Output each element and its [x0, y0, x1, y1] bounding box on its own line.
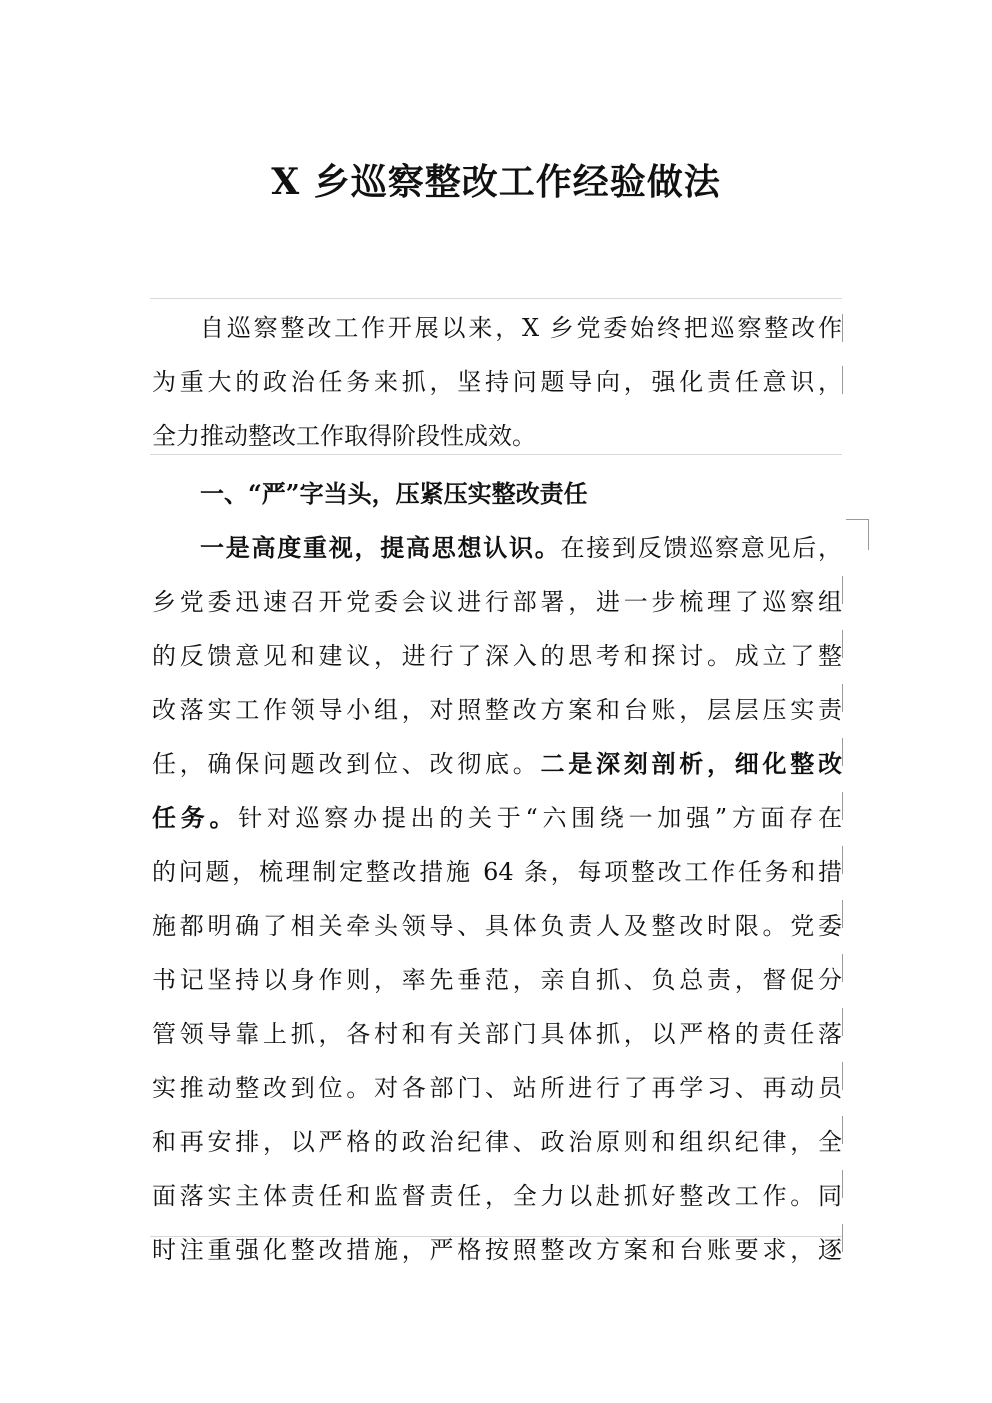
- document-title: X 乡巡察整改工作经验做法: [271, 161, 721, 203]
- body-line-1: 乡党委迅速召开党委会议进行部署，进一步梳理了巡察组: [152, 588, 842, 616]
- margin-tick-mark: [842, 684, 843, 712]
- point1-line: [152, 528, 842, 582]
- margin-tick-mark: [842, 954, 843, 982]
- margin-tick-mark: [842, 1224, 843, 1252]
- body-line-2: 的反馈意见和建议，进行了深入的思考和探讨。成立了整: [152, 642, 842, 670]
- margin-corner-mark: [846, 519, 869, 550]
- margin-tick-mark: [842, 1170, 843, 1198]
- body-line-7: 施都明确了相关牵头领导、具体负责人及整改时限。党委: [152, 912, 842, 940]
- margin-tick-mark: [842, 1116, 843, 1144]
- body-line-9: 管领导靠上抓，各村和有关部门具体抓，以严格的责任落: [152, 1020, 842, 1048]
- intro-line-3: 全力推动整改工作取得阶段性成效。: [152, 422, 536, 450]
- point2-rest: 针对巡察办提出的关于“六围绕一加强”方面存在: [238, 804, 842, 832]
- margin-tick-mark: [842, 314, 843, 342]
- point1-rest: 在接到反馈巡察意见后，: [560, 534, 842, 562]
- margin-tick-mark: [842, 900, 843, 928]
- body-line-4-text: 任，确保问题改到位、改彻底。: [152, 750, 541, 778]
- body-line-13: 时注重强化整改措施，严格按照整改方案和台账要求，逐: [152, 1236, 842, 1264]
- body-line-10: 实推动整改到位。对各部门、站所进行了再学习、再动员: [152, 1074, 842, 1102]
- margin-tick-mark: [842, 846, 843, 874]
- point2-bold-label-a: 二是深刻剖析，细化整改: [540, 749, 842, 778]
- body-line-8: 书记坚持以身作则，率先垂范，亲自抓、负总责，督促分: [152, 966, 842, 994]
- margin-tick-mark: [842, 1008, 843, 1036]
- body-line-11: 和再安排，以严格的政治纪律、政治原则和组织纪律，全: [152, 1128, 842, 1156]
- section-heading: [152, 474, 842, 528]
- point1-bold-label: 一是高度重视，提高思想认识。: [200, 533, 561, 562]
- point2-line: [152, 798, 842, 852]
- margin-tick-mark: [842, 792, 843, 820]
- document-body: [152, 308, 842, 1284]
- body-line-6: 的问题，梳理制定整改措施 64 条，每项整改工作任务和措: [152, 858, 842, 886]
- body-line-4: [152, 744, 842, 798]
- margin-tick-mark: [842, 576, 843, 604]
- section-heading-text: 一、“严”字当头，压紧压实整改责任: [200, 479, 588, 508]
- margin-tick-mark: [842, 630, 843, 658]
- body-line-3: 改落实工作领导小组，对照整改方案和台账，层层压实责: [152, 696, 842, 724]
- margin-tick-mark: [842, 1062, 843, 1090]
- point2-bold-label-b: 任务。: [152, 803, 239, 832]
- intro-line-2: 为重大的政治任务来抓，坚持问题导向，强化责任意识，: [152, 368, 842, 396]
- frame-top-rule: [150, 298, 842, 299]
- body-line-12: 面落实主体责任和监督责任，全力以赴抓好整改工作。同: [152, 1182, 842, 1210]
- margin-tick-mark: [842, 366, 843, 394]
- margin-tick-mark: [842, 738, 843, 766]
- intro-line-1: 自巡察整改工作开展以来，X 乡党委始终把巡察整改作: [200, 314, 842, 342]
